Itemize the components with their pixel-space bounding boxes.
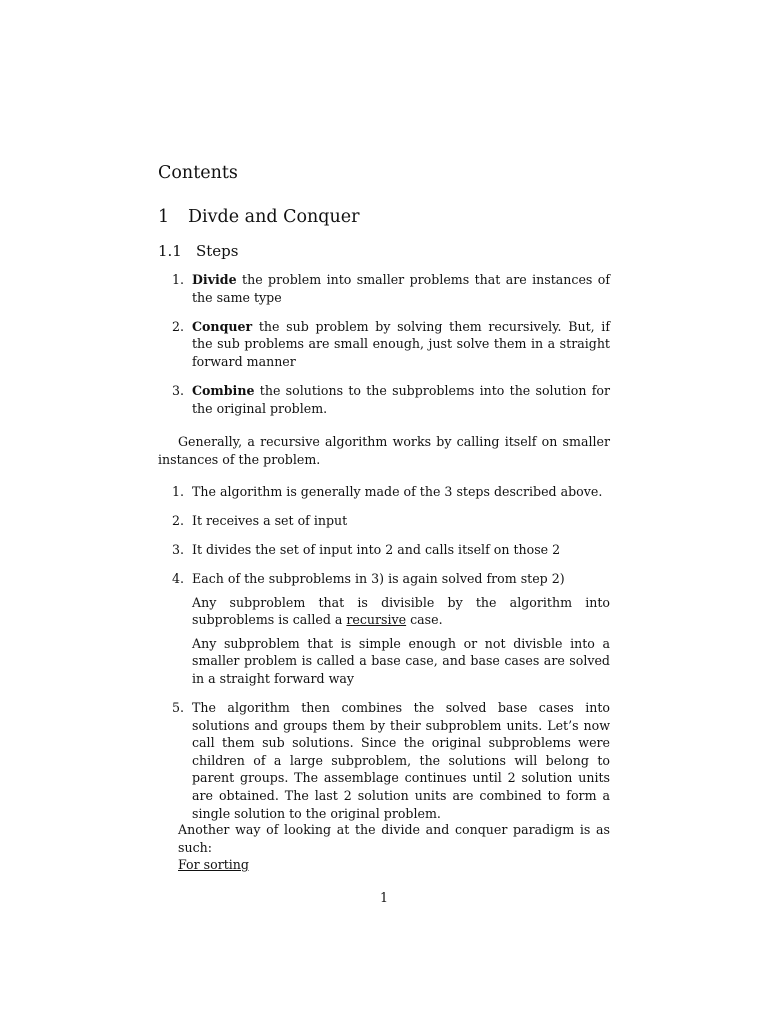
algorithm-item-text: Each of the subproblems in 3) is again solved from step 2): [192, 570, 565, 586]
step-keyword: Divide: [192, 272, 237, 287]
algorithm-item-text: It receives a set of input: [192, 512, 348, 528]
algorithm-item: [158, 541, 610, 559]
subsection-number: 1.1: [158, 242, 182, 260]
algorithm-list: [158, 483, 610, 834]
recursive-term: recursive: [346, 612, 407, 628]
general-paragraph-text: Generally, a recursive algorithm works by calling itself on smaller instances of the problem.: [158, 434, 610, 467]
algorithm-item: [158, 512, 610, 530]
step-text: the solutions to the subproblems into the solution for the original problem.: [192, 382, 610, 416]
step-keyword: Combine: [192, 382, 255, 398]
list-marker: 4.: [172, 570, 185, 586]
steps-list: [158, 271, 610, 429]
another-way-text: Another way of looking at the divide and conquer paradigm is as such:: [178, 822, 610, 855]
step-item: [158, 271, 610, 306]
recursive-case-paragraph: Any subproblem that is divisible by the algorithm into subproblems is called a recursive case.: [192, 594, 610, 628]
algorithm-item-text: The algorithm then combines the solved base cases into solutions and groups them by their subproblem units. Let’s now call them sub solutions. Since the original subproblems were children of a large subproblem, the solutions will belong to parent groups. The assemblage continues until 2 solution units are obtained. The last 2 solution units are combined to form a single solution to the original problem.: [192, 700, 610, 821]
step-item: [158, 318, 610, 371]
list-marker: 1.: [172, 484, 185, 499]
list-marker: 1.: [172, 272, 185, 287]
list-marker: 2.: [172, 318, 185, 334]
step-text: the sub problem by solving them recursively. But, if the sub problems are small enough, just solve them in a straight forward manner: [192, 318, 610, 369]
subsection-heading: [158, 242, 238, 260]
contents-heading: Contents: [158, 163, 238, 183]
subsection-title: Steps: [196, 242, 239, 260]
list-marker: 5.: [172, 700, 185, 716]
algorithm-item-text: The algorithm is generally made of the 3 steps described above.: [192, 484, 603, 499]
list-marker: 3.: [172, 541, 185, 557]
algorithm-item-text: It divides the set of input into 2 and calls itself on those 2: [192, 541, 561, 557]
step-keyword: Conquer: [192, 318, 253, 334]
another-way-paragraph: [178, 821, 610, 874]
section-heading: [158, 207, 360, 227]
step-text: the problem into smaller problems that are instances of the same type: [192, 272, 610, 305]
list-marker: 2.: [172, 512, 185, 528]
step-item: [158, 382, 610, 417]
algorithm-item: [158, 699, 610, 822]
section-title: Divde and Conquer: [188, 207, 360, 227]
for-sorting-label: For sorting: [178, 857, 249, 873]
list-marker: 3.: [172, 382, 185, 398]
general-paragraph: [158, 433, 610, 468]
document-page: [158, 0, 610, 1024]
page-number: 1: [379, 890, 388, 905]
algorithm-item: [158, 570, 610, 688]
base-case-paragraph: Any subproblem that is simple enough or not divisble into a smaller problem is called a base case, and base cases are solved in a straight forward way: [192, 635, 610, 686]
algorithm-item: [158, 483, 610, 501]
section-number: 1: [158, 207, 170, 227]
